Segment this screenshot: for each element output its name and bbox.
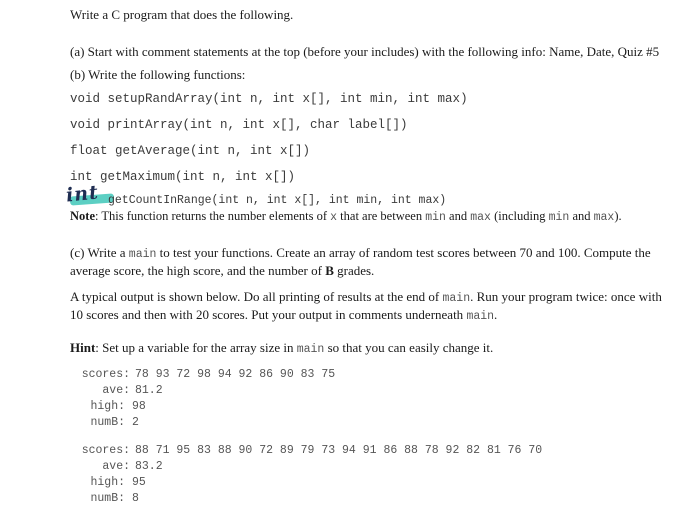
note-part: ). <box>614 209 622 223</box>
part-c-code: main <box>128 248 157 261</box>
note-part: and <box>445 209 471 223</box>
part-c-text <box>70 245 676 279</box>
hint-part: so that you can easily change it. <box>324 340 494 355</box>
output1-ave: 81.2 <box>135 384 163 397</box>
output2-high: 95 <box>132 476 146 489</box>
output1-numb: 2 <box>132 416 139 429</box>
note-part: that are between <box>337 209 426 223</box>
part-c-part: (c) Write a <box>70 245 129 260</box>
hint-code: main <box>296 343 325 356</box>
typical-part: . <box>494 307 498 322</box>
output1-scores-label: scores: <box>81 368 130 381</box>
output1-ave-label: ave: <box>102 384 130 397</box>
typical-code: main <box>442 292 471 305</box>
function-signature-setup: void setupRandArray(int n, int x[], int min, int max) <box>70 92 468 106</box>
output2-numb: 8 <box>132 492 139 505</box>
function-signature-print: void printArray(int n, int x[], char label[]) <box>70 118 408 132</box>
handwritten-return-type: int <box>64 181 100 207</box>
output2-ave-label: ave: <box>102 460 130 473</box>
output1-high: 98 <box>132 400 146 413</box>
note-part: : This function returns the number elements of <box>95 209 331 223</box>
typical-part: A typical output is shown below. Do all printing of results at the end of <box>70 289 443 304</box>
note-code: min <box>548 211 570 224</box>
hint-text <box>70 340 493 356</box>
function-signature-maximum: int getMaximum(int n, int x[]) <box>70 170 296 184</box>
note-text <box>70 209 622 224</box>
output1-high-label: high: <box>90 400 125 413</box>
note-part: and <box>569 209 594 223</box>
output2-numb-label: numB: <box>90 492 125 505</box>
typical-output-text <box>70 289 676 325</box>
hint-part: : Set up a variable for the array size in <box>95 340 297 355</box>
part-b-text: (b) Write the following functions: <box>70 67 246 82</box>
typical-code: main <box>466 310 495 323</box>
note-code: x <box>330 211 338 224</box>
hint-label: Hint <box>70 340 96 355</box>
note-label: Note <box>70 209 95 223</box>
output2-scores-label: scores: <box>81 444 130 457</box>
output1-numb-label: numB: <box>90 416 125 429</box>
output2-high-label: high: <box>90 476 125 489</box>
output2-scores: 88 71 95 83 88 90 72 89 79 73 94 91 86 88 78 92 82 81 76 70 <box>135 444 543 457</box>
output1-scores: 78 93 72 98 94 92 86 90 83 75 <box>135 368 336 381</box>
part-c-part: to test your functions. Create an array of random test scores between 70 and 100. Compute the average score, the high score, and the number of <box>70 245 651 278</box>
document-title: Write a C program that does the following. <box>70 7 294 22</box>
part-a-text: (a) Start with comment statements at the top (before your includes) with the following info: Name, Date, Quiz #5 <box>70 44 660 59</box>
note-code: max <box>470 211 491 224</box>
part-c-part: grades. <box>333 263 375 278</box>
typical-part: . Run your program twice: once with 10 scores and then with 20 scores. Put your output in comments underneath <box>70 289 662 322</box>
function-signature-count: getCountInRange(int n, int x[], int min, int max) <box>108 194 447 207</box>
note-code: max <box>593 211 615 224</box>
function-signature-average: float getAverage(int n, int x[]) <box>70 144 311 158</box>
output2-ave: 83.2 <box>135 460 163 473</box>
note-code: min <box>425 211 446 224</box>
part-c-bold: B <box>325 263 334 278</box>
note-part: (including <box>490 209 549 223</box>
